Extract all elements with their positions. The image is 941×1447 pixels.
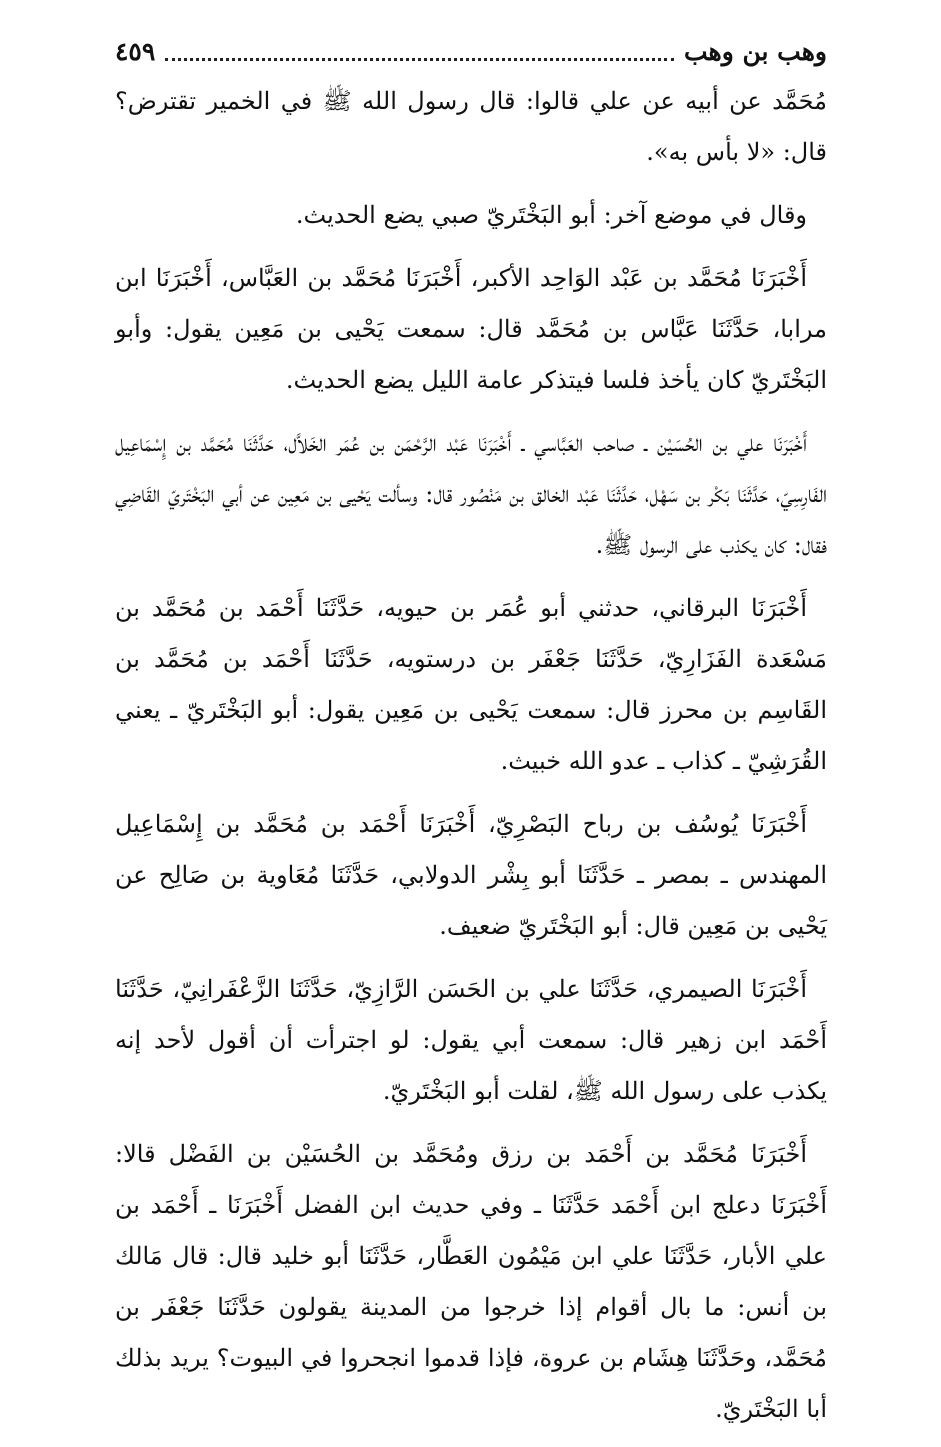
running-title: وهب بن وهب (683, 37, 827, 66)
dotted-leader (165, 58, 674, 61)
page-number: ٤٥٩ (115, 37, 156, 66)
paragraph: وقال في موضع آخر: أبو البَخْتَريّ صبي يضع الحديث. (295, 201, 807, 229)
paragraph: أَخْبَرَنَا مُحَمَّد بن أَحْمَد بن رزق ومُحَمَّد بن الحُسَيْن بن الفَضْل قالا: أَخْبَرَنَا دعلج ابن أَحْمَد حَدَّثَنَا ـ وفي حديث ابن الفضل أَخْبَرَنَا ـ أَحْمَد بن علي الأبار، حَدَّثَنَا علي ابن مَيْمُون العَطَّار، حَدَّثَنَا أبو خليد قال: قال مَالك بن أنس: ما بال أقوام إذا خرجوا من المدينة يقولون حَدَّثَنَا جَعْفَر بن مُحَمَّد، وحَدَّثَنَا هِشَام بن عروة، فإذا قدموا انجحروا في البيوت؟ يريد بذلك أبا البَخْتَريّ. (115, 1140, 827, 1423)
running-header (115, 30, 827, 70)
paragraph: أَخْبَرَنَا يُوسُف بن رباح البَصْرِيّ، أَخْبَرَنَا أَحْمَد بن مُحَمَّد بن إِسْمَاعِيل المهندس ـ بمصر ـ حَدَّثَنَا أبو بِشْر الدولابي، حَدَّثَنَا مُعَاوية بن صَالِح عن يَحْيى بن مَعِين قال: أبو البَخْتَريّ ضعيف. (115, 810, 827, 940)
paragraph-continuation: مُحَمَّد عن أبيه عن علي قالوا: قال رسول الله ﷺ في الخمير تقترض؟ قال: «لا بأس به». (115, 87, 827, 166)
paragraph: أَخْبَرَنَا الصيمري، حَدَّثَنَا علي بن الحَسَن الرَّازِيّ، حَدَّثَنَا الزَّعْفَرانِيّ، حَدَّثَنَا أَحْمَد ابن زهير قال: سمعت أبي يقول: لو اجترأت أن أقول لأحد إنه يكذب على رسول الله ﷺ، لقلت أبو البَخْتَريّ. (115, 975, 827, 1105)
book-page (115, 30, 827, 1447)
paragraph: أَخْبَرَنَا علي بن الحُسَيْن ـ صاحب العَبَّاسي ـ أَخْبَرَنَا عَبْد الرَّحْمَن بن عُمَر الخَلاَّل، حَدَّثَنَا مُحَمَّد بن إِسْمَاعِيل الفَارِسِيّ، حَدَّثَنَا بَكْر بن سَهْل، حَدَّثَنَا عَبْد الخالق بن مَنْصُور قال: وسألت يَحْيى بن مَعِين عن أبي البَخْتَريّ القَاضِي فقال: كان يكذب على الرسول ﷺ. (115, 429, 827, 559)
page-body (115, 76, 827, 1435)
paragraph: أَخْبَرَنَا البرقاني، حدثني أبو عُمَر بن حيويه، حَدَّثَنَا أَحْمَد بن مُحَمَّد بن مَسْعَدة الفَزَارِيّ، حَدَّثَنَا جَعْفَر بن درستويه، حَدَّثَنَا أَحْمَد بن مُحَمَّد بن القَاسِم بن محرز قال: سمعت يَحْيى بن مَعِين يقول: أبو البَخْتَريّ ـ يعني القُرَشِيّ ـ كذاب ـ عدو الله خبيث. (115, 594, 827, 775)
paragraph: أَخْبَرَنَا مُحَمَّد بن عَبْد الوَاحِد الأكبر، أَخْبَرَنَا مُحَمَّد بن العَبَّاس، أَخْبَرَنَا ابن مرابا، حَدَّثَنَا عَبَّاس بن مُحَمَّد قال: سمعت يَحْيى بن مَعِين يقول: وأبو البَخْتَريّ كان يأخذ فلسا فيتذكر عامة الليل يضع الحديث. (115, 264, 827, 394)
